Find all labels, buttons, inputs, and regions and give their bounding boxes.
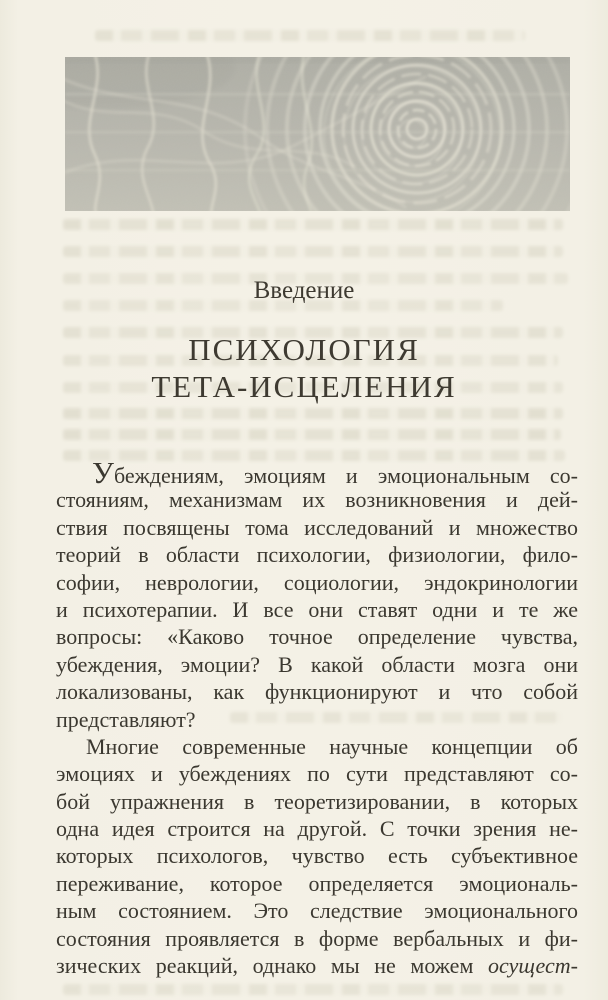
body-line: убеждения, эмоции? В какой области мозга они — [56, 651, 578, 677]
chapter-title — [0, 331, 608, 405]
body-line: бой упражнения в теоретизировании, в которых — [56, 788, 578, 814]
header-photo — [65, 57, 570, 211]
body-line: представляют? — [56, 706, 196, 732]
paragraph-initial: У — [92, 455, 114, 490]
body-text — [56, 455, 578, 979]
body-line: эмоциях и убеждениях по сути представляют со- — [56, 761, 578, 787]
show-through-line — [63, 246, 563, 257]
body-line-text: зических реакций, однако мы не можем — [56, 953, 474, 979]
body-line — [56, 455, 578, 490]
body-line — [56, 952, 578, 979]
chapter-kicker: Введение — [253, 277, 355, 304]
body-line: локализованы, как функционируют и что собой — [56, 679, 578, 705]
body-line: софии, неврологии, социологии, эндокринологии — [56, 569, 578, 595]
body-line: вопросы: «Каково точное определение чувства, — [56, 624, 578, 650]
body-line: Многие современные научные концепции об — [86, 733, 578, 759]
body-line-text: беждениям, эмоциям и эмоциональным со- — [113, 463, 578, 488]
show-through-line — [63, 408, 563, 419]
body-line: и психотерапии. И все они ставят одни и те же — [56, 596, 578, 622]
body-line: теорий в области психологии, физиологии, фило- — [56, 542, 578, 568]
water-ripples-image — [65, 57, 570, 211]
body-line: стояниям, механизмам их возникновения и дей- — [56, 487, 578, 513]
chapter-title-line2: ТЕТА-ИСЦЕЛЕНИЯ — [151, 369, 457, 404]
body-line: переживание, которое определяется эмоциональ- — [56, 870, 578, 896]
body-line-italic-text: осущест- — [488, 953, 578, 979]
body-line: одна идея строится на другой. С точки зрения не- — [56, 816, 578, 842]
show-through-line — [63, 219, 563, 230]
chapter-title-line1: ПСИХОЛОГИЯ — [188, 332, 420, 367]
show-through-line — [63, 429, 561, 440]
body-line: ным состоянием. Это следствие эмоционального — [56, 898, 578, 924]
show-through-line — [95, 30, 525, 41]
body-line: состояния проявляется в форме вербальных и фи- — [56, 925, 578, 951]
show-through-line — [63, 984, 563, 995]
body-line: ствия посвящены тома исследований и множество — [56, 514, 578, 540]
body-line: которых психологов, чувство есть субъективное — [56, 843, 578, 869]
